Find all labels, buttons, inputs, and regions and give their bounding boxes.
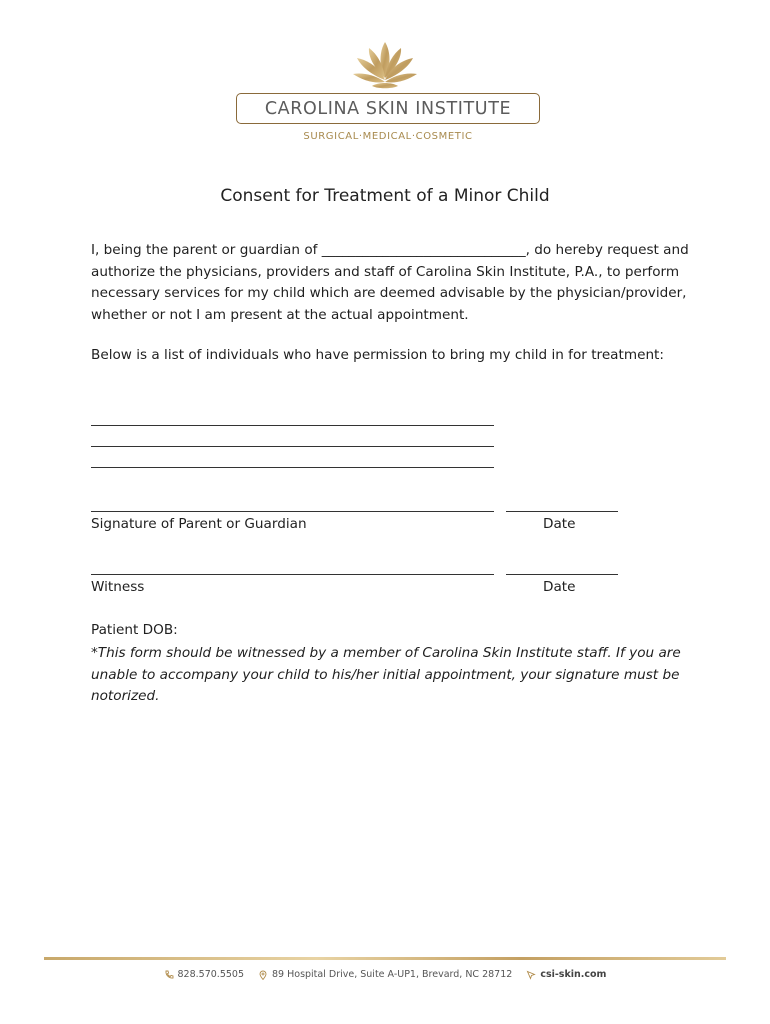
consent-paragraph: I, being the parent or guardian of ______________________________, do hereby request and authorize the physicians, providers and staff of Carolina Skin Institute, P.A., to perform necessary services for my child which are deemed advisable by the physician/provider, whether or not I am present at the actual appointment. <box>91 242 689 323</box>
witness-signature-line[interactable] <box>91 574 494 575</box>
witness-date-label: Date <box>543 579 576 595</box>
footer-website[interactable]: csi-skin.com <box>526 969 606 980</box>
logo-box <box>236 93 540 124</box>
witness-date-line[interactable] <box>506 574 618 575</box>
parent-signature-line[interactable] <box>91 511 494 512</box>
footer-phone[interactable]: 828.570.5505 <box>164 969 244 980</box>
witness-note: *This form should be witnessed by a member of Carolina Skin Institute staff. If you are unable to accompany your child to his/her initial appointment, your signature must be notorized. <box>91 645 681 704</box>
location-pin-icon <box>258 970 268 980</box>
patient-dob-label: Patient DOB: <box>91 622 178 638</box>
parent-date-label: Date <box>543 516 576 532</box>
witness-label: Witness <box>91 579 145 595</box>
page-title: Consent for Treatment of a Minor Child <box>220 186 550 206</box>
footer-divider <box>44 957 726 960</box>
lotus-icon <box>352 40 418 90</box>
footer <box>0 969 770 980</box>
individual-line-1[interactable] <box>91 425 494 426</box>
parent-signature-label: Signature of Parent or Guardian <box>91 516 307 532</box>
permission-paragraph: Below is a list of individuals who have permission to bring my child in for treatment: <box>91 347 664 363</box>
parent-date-line[interactable] <box>506 511 618 512</box>
footer-address: 89 Hospital Drive, Suite A-UP1, Brevard, NC 28712 <box>258 969 512 980</box>
logo-tagline: SURGICAL·MEDICAL·COSMETIC <box>303 131 473 142</box>
individual-line-2[interactable] <box>91 446 494 447</box>
logo-name: CAROLINA SKIN INSTITUTE <box>264 98 512 119</box>
phone-icon <box>164 970 174 980</box>
individual-line-3[interactable] <box>91 467 494 468</box>
web-icon <box>526 970 536 980</box>
